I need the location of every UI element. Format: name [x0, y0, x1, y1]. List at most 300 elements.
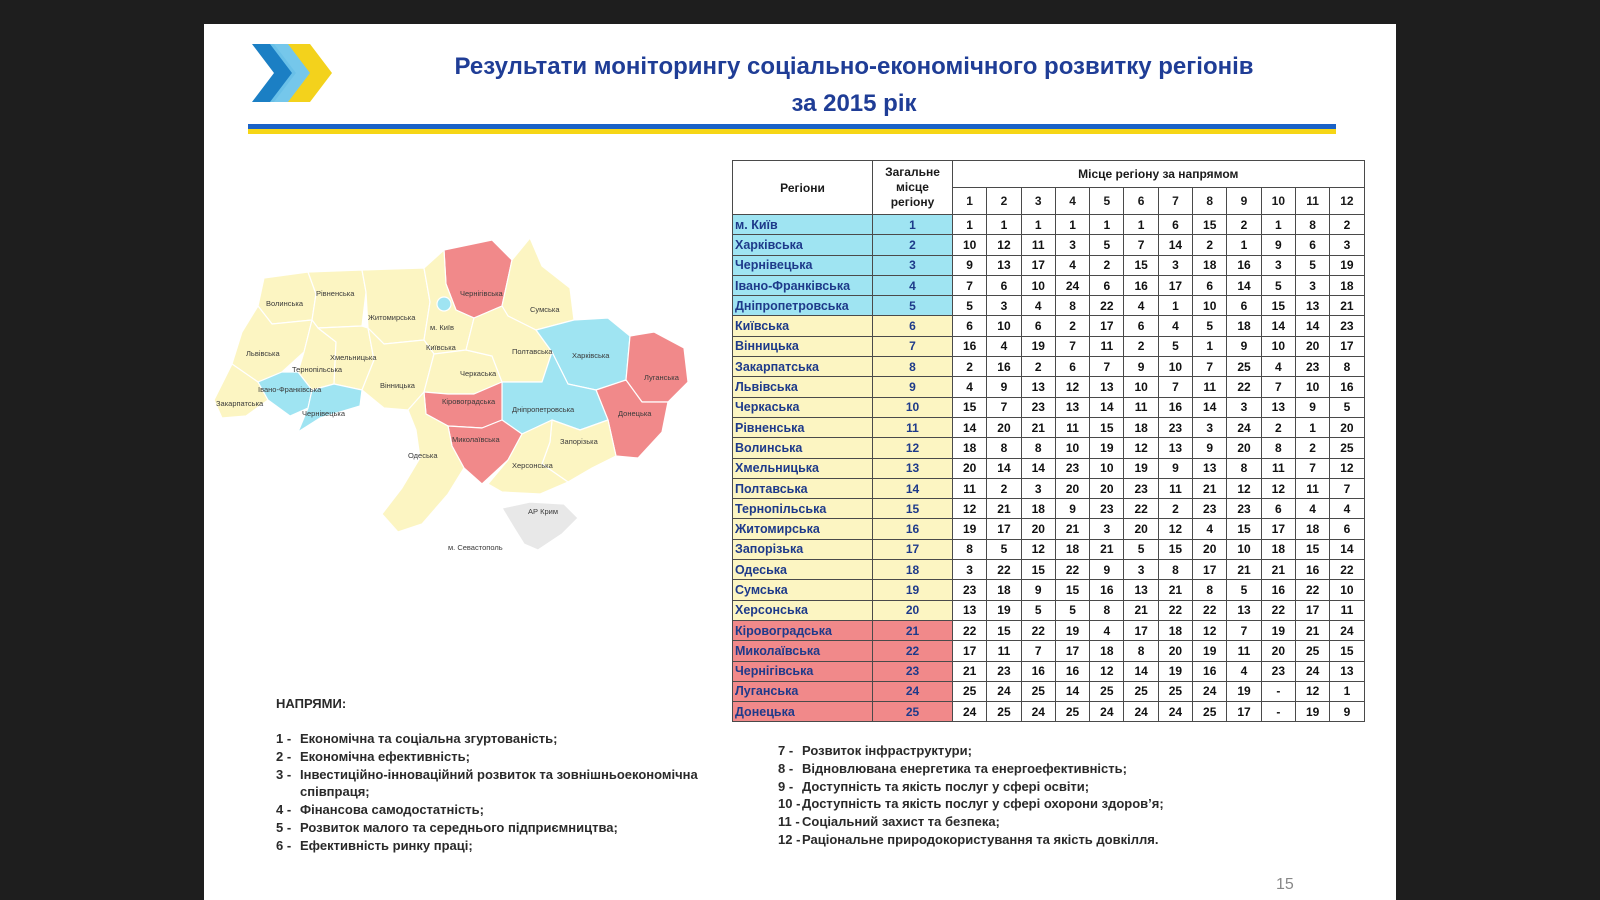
direction-rank-cell: 14: [1295, 316, 1329, 336]
direction-rank-cell: 4: [1055, 255, 1089, 275]
region-name: Закарпатська: [733, 357, 873, 377]
direction-rank-cell: 25: [1124, 681, 1158, 701]
region-name: Хмельницька: [733, 458, 873, 478]
direction-rank-cell: 13: [1090, 377, 1124, 397]
direction-rank-cell: 20: [1090, 478, 1124, 498]
direction-rank-cell: 15: [1227, 519, 1261, 539]
direction-rank-cell: 15: [1021, 560, 1055, 580]
direction-rank-cell: 11: [1330, 600, 1364, 620]
direction-rank-cell: 5: [1193, 316, 1227, 336]
ukraine-regions-map: [212, 232, 712, 552]
direction-rank-cell: 21: [1227, 560, 1261, 580]
header-overall-place: Загальне місце регіону: [873, 161, 953, 215]
direction-rank-cell: 22: [1124, 499, 1158, 519]
direction-rank-cell: 3: [1158, 255, 1192, 275]
region-name: Чернівецька: [733, 255, 873, 275]
direction-rank-cell: 20: [1124, 519, 1158, 539]
region-name: Львівська: [733, 377, 873, 397]
direction-rank-cell: 6: [953, 316, 987, 336]
direction-rank-cell: 15: [1124, 255, 1158, 275]
direction-rank-cell: 24: [1330, 620, 1364, 640]
direction-rank-cell: 21: [1193, 478, 1227, 498]
direction-rank-cell: 17: [1295, 600, 1329, 620]
direction-rank-cell: 7: [1330, 478, 1364, 498]
map-label-khmelnytska: Хмельницька: [330, 353, 377, 362]
direction-rank-cell: 1: [987, 215, 1021, 235]
table-row: [733, 620, 1365, 640]
direction-rank-cell: 4: [1021, 296, 1055, 316]
map-label-chernivetska: Чернівецька: [302, 409, 346, 418]
direction-rank-cell: 23: [1158, 417, 1192, 437]
direction-rank-cell: 16: [1330, 377, 1364, 397]
table-row: [733, 275, 1365, 295]
direction-rank-cell: 7: [1158, 377, 1192, 397]
legend-item: [276, 730, 716, 748]
direction-rank-cell: 13: [1330, 661, 1364, 681]
direction-rank-cell: 24: [987, 681, 1021, 701]
legend-item: [276, 801, 716, 819]
direction-rank-cell: 6: [1158, 215, 1192, 235]
direction-rank-cell: 5: [1090, 235, 1124, 255]
title-divider: [248, 124, 1336, 134]
direction-rank-cell: 18: [1330, 275, 1364, 295]
direction-rank-cell: 21: [1330, 296, 1364, 316]
direction-rank-cell: 4: [1330, 499, 1364, 519]
slide-title: [334, 48, 1374, 122]
table-row: [733, 377, 1365, 397]
direction-rank-cell: 22: [987, 560, 1021, 580]
direction-rank-cell: 20: [1158, 641, 1192, 661]
legend-item: [276, 748, 716, 766]
direction-rank-cell: 19: [1158, 661, 1192, 681]
table-row: [733, 539, 1365, 559]
region-name: Вінницька: [733, 336, 873, 356]
direction-rank-cell: 10: [1261, 336, 1295, 356]
map-label-rivnenska: Рівненська: [316, 289, 355, 298]
map-label-zakarpatska: Закарпатська: [216, 399, 264, 408]
direction-rank-cell: 21: [1055, 519, 1089, 539]
slide: [204, 24, 1396, 900]
table-row: [733, 438, 1365, 458]
direction-rank-cell: 8: [1124, 641, 1158, 661]
direction-rank-cell: 8: [1193, 580, 1227, 600]
direction-rank-cell: 24: [1295, 661, 1329, 681]
rankings-table: [732, 160, 1365, 722]
overall-place: 14: [873, 478, 953, 498]
table-row: [733, 560, 1365, 580]
direction-rank-cell: 19: [1090, 438, 1124, 458]
header-direction-5: 5: [1090, 188, 1124, 215]
direction-rank-cell: 9: [1158, 458, 1192, 478]
map-region-volynska: [258, 272, 316, 324]
direction-rank-cell: 18: [1055, 539, 1089, 559]
direction-rank-cell: 23: [1227, 499, 1261, 519]
direction-rank-cell: 14: [1158, 235, 1192, 255]
direction-rank-cell: 19: [1330, 255, 1364, 275]
legend-item: [778, 778, 1338, 796]
table-row: [733, 641, 1365, 661]
map-label-cherkaska: Черкаська: [460, 369, 497, 378]
direction-rank-cell: 12: [1261, 478, 1295, 498]
table-row: [733, 235, 1365, 255]
direction-rank-cell: 12: [1021, 539, 1055, 559]
direction-rank-cell: 1: [1158, 296, 1192, 316]
legend-item: [778, 795, 1338, 813]
overall-place: 1: [873, 215, 953, 235]
direction-rank-cell: 6: [1295, 235, 1329, 255]
direction-rank-cell: 3: [1330, 235, 1364, 255]
direction-rank-cell: 15: [1261, 296, 1295, 316]
direction-rank-cell: 23: [953, 580, 987, 600]
table-row: [733, 397, 1365, 417]
header-direction-4: 4: [1055, 188, 1089, 215]
direction-rank-cell: 15: [1330, 641, 1364, 661]
legend-title: НАПРЯМИ:: [276, 696, 347, 711]
map-label-kirovohradska: Кіровоградська: [442, 397, 496, 406]
overall-place: 12: [873, 438, 953, 458]
legend-item-number: 3 -: [276, 766, 292, 782]
region-name: Івано-Франківська: [733, 275, 873, 295]
direction-rank-cell: 19: [1227, 681, 1261, 701]
direction-rank-cell: 8: [953, 539, 987, 559]
direction-rank-cell: 25: [1021, 681, 1055, 701]
direction-rank-cell: 9: [1090, 560, 1124, 580]
direction-rank-cell: 17: [1055, 641, 1089, 661]
region-name: Чернігівська: [733, 661, 873, 681]
direction-rank-cell: 17: [1330, 336, 1364, 356]
legend-item: [778, 813, 1338, 831]
table-row: [733, 357, 1365, 377]
direction-rank-cell: 22: [1158, 600, 1192, 620]
direction-rank-cell: 13: [1193, 458, 1227, 478]
direction-rank-cell: -: [1261, 681, 1295, 701]
direction-rank-cell: 2: [1158, 499, 1192, 519]
direction-rank-cell: 8: [1158, 560, 1192, 580]
direction-rank-cell: 16: [1124, 275, 1158, 295]
direction-rank-cell: 21: [1158, 580, 1192, 600]
legend-item-text: Відновлювана енергетика та енергоефективність;: [802, 760, 1127, 776]
direction-rank-cell: 21: [1124, 600, 1158, 620]
header-direction-12: 12: [1330, 188, 1364, 215]
direction-rank-cell: 10: [1090, 458, 1124, 478]
direction-rank-cell: 9: [1330, 702, 1364, 722]
map-region-rivnenska: [308, 270, 366, 328]
direction-rank-cell: 2: [1124, 336, 1158, 356]
direction-rank-cell: 14: [1193, 397, 1227, 417]
map-label-dnipropetrovska: Дніпропетровська: [512, 405, 575, 414]
direction-rank-cell: 16: [1055, 661, 1089, 681]
direction-rank-cell: -: [1261, 702, 1295, 722]
direction-rank-cell: 21: [1295, 620, 1329, 640]
direction-rank-cell: 25: [953, 681, 987, 701]
direction-rank-cell: 9: [1261, 235, 1295, 255]
direction-rank-cell: 9: [1021, 580, 1055, 600]
overall-place: 18: [873, 560, 953, 580]
region-name: Тернопільська: [733, 499, 873, 519]
region-name: Миколаївська: [733, 641, 873, 661]
overall-place: 11: [873, 417, 953, 437]
direction-rank-cell: 3: [1021, 478, 1055, 498]
overall-place: 4: [873, 275, 953, 295]
overall-place: 24: [873, 681, 953, 701]
direction-rank-cell: 11: [1227, 641, 1261, 661]
direction-rank-cell: 16: [1295, 560, 1329, 580]
direction-rank-cell: 14: [953, 417, 987, 437]
direction-rank-cell: 8: [1021, 438, 1055, 458]
direction-rank-cell: 23: [1261, 661, 1295, 681]
table-row: [733, 296, 1365, 316]
region-name: Запорізька: [733, 539, 873, 559]
direction-rank-cell: 23: [1090, 499, 1124, 519]
direction-rank-cell: 18: [1193, 255, 1227, 275]
map-label-odeska: Одеська: [408, 451, 438, 460]
direction-rank-cell: 20: [1227, 438, 1261, 458]
direction-rank-cell: 13: [1021, 377, 1055, 397]
direction-rank-cell: 22: [1227, 377, 1261, 397]
direction-rank-cell: 16: [1193, 661, 1227, 681]
overall-place: 22: [873, 641, 953, 661]
table-row: [733, 661, 1365, 681]
direction-rank-cell: 24: [1227, 417, 1261, 437]
direction-rank-cell: 21: [1090, 539, 1124, 559]
direction-rank-cell: 17: [1227, 702, 1261, 722]
legend-item-text: Доступність та якість послуг у сфері охорони здоров’я;: [802, 796, 1164, 812]
map-label-ivanofrankivska: Івано-Франківська: [258, 385, 322, 394]
header-direction-2: 2: [987, 188, 1021, 215]
direction-rank-cell: 16: [1021, 661, 1055, 681]
region-name: Київська: [733, 316, 873, 336]
direction-rank-cell: 6: [1124, 316, 1158, 336]
direction-rank-cell: 22: [1021, 620, 1055, 640]
header-direction-7: 7: [1158, 188, 1192, 215]
direction-rank-cell: 25: [987, 702, 1021, 722]
direction-rank-cell: 2: [1055, 316, 1089, 336]
logo-chevrons-icon: [250, 40, 334, 106]
direction-rank-cell: 25: [1295, 641, 1329, 661]
direction-rank-cell: 2: [1090, 255, 1124, 275]
overall-place: 20: [873, 600, 953, 620]
overall-place: 10: [873, 397, 953, 417]
legend-item-number: 2 -: [276, 748, 292, 764]
direction-rank-cell: 14: [1261, 316, 1295, 336]
legend-item-number: 6 -: [276, 837, 292, 853]
direction-rank-cell: 4: [987, 336, 1021, 356]
direction-rank-cell: 14: [1090, 397, 1124, 417]
region-name: Дніпропетровська: [733, 296, 873, 316]
direction-rank-cell: 3: [1090, 519, 1124, 539]
direction-rank-cell: 3: [1124, 560, 1158, 580]
direction-rank-cell: 1: [1330, 681, 1364, 701]
direction-rank-cell: 7: [953, 275, 987, 295]
map-label-krym: АР Крим: [528, 507, 558, 516]
direction-rank-cell: 17: [1124, 620, 1158, 640]
title-line-2: за 2015 рік: [791, 90, 917, 117]
legend-item-number: 9 -: [778, 778, 794, 794]
map-region-sumska: [502, 238, 574, 330]
direction-rank-cell: 6: [987, 275, 1021, 295]
direction-rank-cell: 19: [1261, 620, 1295, 640]
direction-rank-cell: 3: [1227, 397, 1261, 417]
overall-place: 13: [873, 458, 953, 478]
direction-rank-cell: 10: [987, 316, 1021, 336]
direction-rank-cell: 22: [1261, 600, 1295, 620]
direction-rank-cell: 23: [1295, 357, 1329, 377]
direction-rank-cell: 14: [1021, 458, 1055, 478]
direction-rank-cell: 17: [953, 641, 987, 661]
direction-rank-cell: 17: [1261, 519, 1295, 539]
direction-rank-cell: 11: [953, 478, 987, 498]
direction-rank-cell: 13: [1158, 438, 1192, 458]
legend-item-number: 11 -: [778, 814, 800, 830]
direction-rank-cell: 18: [987, 580, 1021, 600]
direction-rank-cell: 11: [1193, 377, 1227, 397]
map-label-zaporizka: Запорізька: [560, 437, 598, 446]
legend-item-text: Соціальний захист та безпека;: [802, 814, 1000, 830]
direction-rank-cell: 21: [1261, 560, 1295, 580]
overall-place: 3: [873, 255, 953, 275]
map-label-sevastopol: м. Севастополь: [448, 543, 503, 552]
direction-rank-cell: 11: [1261, 458, 1295, 478]
direction-rank-cell: 23: [1055, 458, 1089, 478]
legend-item-text: Раціональне природокористування та якість довкілля.: [802, 831, 1159, 847]
direction-rank-cell: 1: [1124, 215, 1158, 235]
rankings-body: [733, 215, 1365, 722]
direction-rank-cell: 25: [1158, 681, 1192, 701]
region-name: Черкаська: [733, 397, 873, 417]
direction-rank-cell: 25: [1055, 702, 1089, 722]
direction-rank-cell: 13: [1055, 397, 1089, 417]
map-region-kyiv: [437, 297, 451, 311]
map-label-volynska: Волинська: [266, 299, 303, 308]
table-row: [733, 316, 1365, 336]
table-row: [733, 336, 1365, 356]
direction-rank-cell: 13: [1124, 580, 1158, 600]
direction-rank-cell: 15: [987, 620, 1021, 640]
legend-item: [276, 819, 716, 837]
direction-rank-cell: 24: [953, 702, 987, 722]
overall-place: 16: [873, 519, 953, 539]
direction-rank-cell: 7: [1193, 357, 1227, 377]
map-label-kharkivska: Харківська: [572, 351, 610, 360]
legend-item-text: Економічна та соціальна згуртованість;: [300, 731, 558, 746]
legend-item: [778, 742, 1338, 760]
header-direction-1: 1: [953, 188, 987, 215]
direction-rank-cell: 20: [1261, 641, 1295, 661]
direction-rank-cell: 7: [1227, 620, 1261, 640]
direction-rank-cell: 5: [1295, 255, 1329, 275]
direction-rank-cell: 17: [987, 519, 1021, 539]
direction-rank-cell: 3: [1295, 275, 1329, 295]
direction-rank-cell: 19: [1055, 620, 1089, 640]
map-label-ternopilska: Тернопільська: [292, 365, 343, 374]
direction-rank-cell: 1: [1021, 215, 1055, 235]
direction-rank-cell: 7: [1295, 458, 1329, 478]
title-line-1: Результати моніторингу соціально-економічного розвитку регіонів: [454, 53, 1254, 80]
direction-rank-cell: 13: [1261, 397, 1295, 417]
direction-rank-cell: 16: [953, 336, 987, 356]
direction-rank-cell: 2: [953, 357, 987, 377]
direction-rank-cell: 20: [953, 458, 987, 478]
header-regions: Регіони: [733, 161, 873, 215]
direction-rank-cell: 5: [1261, 275, 1295, 295]
table-row: [733, 215, 1365, 235]
map-label-zhytomyrska: Житомирська: [368, 313, 416, 322]
direction-rank-cell: 4: [1090, 620, 1124, 640]
direction-rank-cell: 7: [1261, 377, 1295, 397]
direction-rank-cell: 5: [1021, 600, 1055, 620]
direction-rank-cell: 7: [987, 397, 1021, 417]
direction-rank-cell: 12: [1330, 458, 1364, 478]
overall-place: 2: [873, 235, 953, 255]
direction-rank-cell: 20: [1193, 539, 1227, 559]
direction-rank-cell: 23: [1124, 478, 1158, 498]
map-label-donetska: Донецька: [618, 409, 652, 418]
direction-rank-cell: 11: [1021, 235, 1055, 255]
direction-rank-cell: 8: [987, 438, 1021, 458]
map-label-lvivska: Львівська: [246, 349, 280, 358]
direction-rank-cell: 1: [953, 215, 987, 235]
direction-rank-cell: 15: [1158, 539, 1192, 559]
direction-rank-cell: 8: [1227, 458, 1261, 478]
overall-place: 25: [873, 702, 953, 722]
direction-rank-cell: 23: [1330, 316, 1364, 336]
direction-rank-cell: 19: [1124, 458, 1158, 478]
map-label-luhanska: Луганська: [644, 373, 679, 382]
legend-item-text: Доступність та якість послуг у сфері освіти;: [802, 778, 1090, 794]
direction-rank-cell: 21: [1021, 417, 1055, 437]
direction-rank-cell: 10: [1158, 357, 1192, 377]
direction-rank-cell: 18: [1021, 499, 1055, 519]
direction-rank-cell: 4: [1261, 357, 1295, 377]
direction-rank-cell: 15: [1090, 417, 1124, 437]
direction-rank-cell: 5: [1055, 600, 1089, 620]
direction-rank-cell: 11: [1090, 336, 1124, 356]
direction-rank-cell: 19: [1295, 702, 1329, 722]
direction-rank-cell: 10: [1021, 275, 1055, 295]
header-directions: Місце регіону за напрямом: [953, 161, 1365, 188]
direction-rank-cell: 2: [1227, 215, 1261, 235]
direction-rank-cell: 4: [1295, 499, 1329, 519]
direction-rank-cell: 22: [953, 620, 987, 640]
direction-rank-cell: 2: [1330, 215, 1364, 235]
direction-rank-cell: 6: [1227, 296, 1261, 316]
header-direction-3: 3: [1021, 188, 1055, 215]
direction-rank-cell: 18: [1158, 620, 1192, 640]
legend-item-number: 12 -: [778, 831, 801, 847]
direction-rank-cell: 19: [1193, 641, 1227, 661]
direction-rank-cell: 5: [1158, 336, 1192, 356]
overall-place: 15: [873, 499, 953, 519]
direction-rank-cell: 24: [1090, 702, 1124, 722]
direction-rank-cell: 7: [1021, 641, 1055, 661]
region-name: Полтавська: [733, 478, 873, 498]
direction-rank-cell: 22: [1193, 600, 1227, 620]
direction-rank-cell: 6: [1193, 275, 1227, 295]
direction-rank-cell: 22: [1295, 580, 1329, 600]
legend-left-column: [276, 730, 716, 855]
direction-rank-cell: 5: [1330, 397, 1364, 417]
legend-item: [778, 831, 1338, 849]
legend-item: [276, 766, 716, 802]
direction-rank-cell: 12: [1227, 478, 1261, 498]
direction-rank-cell: 4: [1227, 661, 1261, 681]
map-label-vinnytska: Вінницька: [380, 381, 415, 390]
direction-rank-cell: 14: [1055, 681, 1089, 701]
map-label-kyiv: м. Київ: [430, 323, 454, 332]
legend-item: [276, 837, 716, 855]
direction-rank-cell: 15: [1055, 580, 1089, 600]
direction-rank-cell: 6: [1330, 519, 1364, 539]
